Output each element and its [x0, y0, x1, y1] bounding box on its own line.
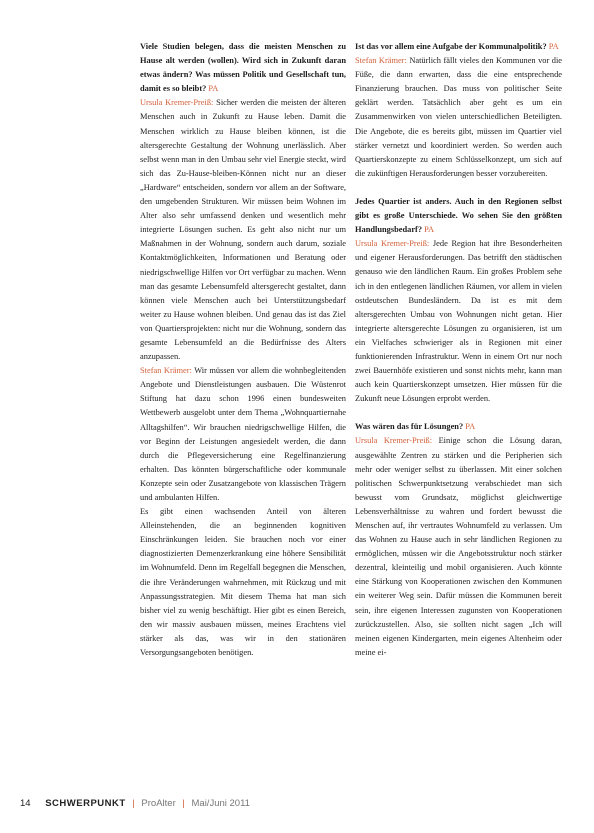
pa-marker: PA — [424, 225, 435, 235]
section-name: SCHWERPUNKT — [45, 798, 126, 809]
right-column — [355, 40, 562, 660]
question-4 — [355, 420, 562, 434]
answer-kraemer-2 — [355, 54, 562, 181]
answer-text: Es gibt einen wachsenden Anteil von älteren Alleinstehenden, die an beginnenden kognitiven Einschränkungen leiden. Sie brauchen noch vor einer diagnostizierten Demenzerkrankung eine höhere Sensibilität im Wohnumfeld. Denn im Regelfall begegnen die Menschen, die ihre Veränderungen wahrnehmen, mit Rückzug und mit Anpassungsstrategien. Mit diesem Thema hat man sich bisher viel zu wenig beschäftigt. Hier gibt es einen Bereich, den wir massiv ausbauen müssen, meines Erachtens viel stärker als das, was wir in den stationären Versorgungsangeboten benötigen. — [140, 507, 346, 658]
answer-text: Wir müssen vor allem die wohnbegleitenden Angebote und Dienstleistungen ausbauen. Die Wüstenrot Stiftung hat dazu schon 1996 einen bundesweiten Wettbewerb ausgelobt unter dem Thema „Wohnquartiernahe Alltagshilfen“. Wir brauchen niedrigschwellige Hilfen, die vor Beginn der Leistungen angesiedelt werden, die dann durch die Pflegeversicherung eine Regelfinanzierung erhalten. Das könnten bürgerschaftliche oder kommunale Konzepte sein oder Zusatzangebote von klassischen Trägern und ambulanten Hilfen. — [140, 366, 346, 502]
page-footer — [20, 798, 250, 809]
footer-separator: | — [132, 798, 135, 809]
question-text: Ist das vor allem eine Aufgabe der Kommunalpolitik? — [355, 42, 547, 51]
footer-separator: | — [182, 798, 185, 809]
paragraph-gap — [355, 406, 562, 420]
answer-text: Jede Region hat ihre Besonderheiten und eigener Herausforderungen. Das betrifft den städtischen genauso wie den ländlichen Raum. Ein großes Problem sehe ich in den entlegenen ländlichen Räumen, vor allem in vielen ostdeutschen Bundesländern. Da ist es mit dem altersgerechten Umbau von Wohnungen nicht getan. Hier integrierte altersgerechte Lösungen zu organisieren, ist um ein Vielfaches schwieriger als in Regionen mit einer funktionierenden Infrastruktur. Wenn in einem Ort nur noch zwei Bauernhöfe existieren und sonst nichts mehr, kann man auch kein Quartierskonzept umsetzen. Hier müssen für die Zukunft neue Lösungen erprobt werden. — [355, 239, 563, 404]
pa-marker: PA — [208, 84, 219, 94]
magazine-name: ProAlter — [141, 798, 176, 809]
answer-kremer-preiss-3 — [355, 434, 562, 660]
speaker-name: Ursula Kremer-Preiß: — [355, 436, 433, 446]
speaker-name: Stefan Krämer: — [140, 366, 192, 376]
answer-kremer-preiss-2 — [355, 237, 562, 406]
answer-kraemer-1-cont — [140, 505, 346, 660]
question-text: Jedes Quartier ist anders. Auch in den Regionen selbst gibt es große Unterschiede. Wo sehen Sie den größten Handlungsbedarf? — [355, 196, 562, 235]
question-2 — [355, 40, 562, 54]
answer-text: Sicher werden die meisten der älteren Menschen auch in Zukunft zu Hause leben. Damit die Menschen wirklich zu Hause bleiben können, ist die altersgerechte Gestaltung der Wohnung unerlässlich. Aber selbst wenn man in den Umbau sehr viel Energie steckt, wird sich das Zu-Hause-bleiben-Können nicht nur an dieser „Hardware“ entscheiden, sondern vor allem an der Software, den umgebenden Strukturen. Wir müssen beim Wohnen im Alter also sehr umfassend denken und wesentlich mehr integrierte Lösungen suchen. Es geht also nicht nur um Maßnahmen in der Wohnung, sondern auch darum, soziale Kontaktmöglichkeiten, Informationen und Beratung oder niedrigschwellige Hilfen vor Ort verfügbar zu machen. Wenn man das gesamte Lebensumfeld altersgerecht gestaltet, dann können viele Menschen auch bei Unterstützungsbedarf weiter zu Hause wohnen bleiben. Und genau das ist das Ziel von Quartiersprojekten: nicht nur die Wohnung, sondern das gesamte Lebensumfeld an die Bedürfnisse des Alters anzupassen. — [140, 98, 346, 362]
answer-kremer-preiss-1 — [140, 96, 346, 364]
left-column — [140, 40, 346, 660]
question-text: Viele Studien belegen, dass die meisten Menschen zu Hause alt werden (wollen). Wird sich in Zukunft daran etwas ändern? Was müssen Politik und Gesellschaft tun, damit es so bleibt? — [140, 42, 346, 94]
question-1 — [140, 40, 346, 96]
answer-kraemer-1 — [140, 364, 346, 505]
pa-marker: PA — [465, 422, 476, 432]
answer-text: Natürlich fällt vieles den Kommunen vor die Füße, die dann erwarten, dass die eine entsprechende Finanzierung brauchen. Das muss von politischer Seite geklärt werden. Tatsächlich aber geht es um ein Zusammenwirken von vielen unterschiedlichen Beteiligten. Die Angebote, die es bereits gibt, müssen im Quartier viel stärker vernetzt und koordiniert werden. So werden auch Quartierskonzepte zu einem Schlüsselkonzept, um sich auf die zukünftigen Herausforderungen besser vorzubereiten. — [355, 56, 562, 178]
speaker-name: Ursula Kremer-Preiß: — [355, 239, 430, 249]
question-text: Was wären das für Lösungen? — [355, 422, 464, 432]
paragraph-gap — [355, 181, 562, 195]
speaker-name: Ursula Kremer-Preiß: — [140, 98, 214, 108]
question-3 — [355, 195, 562, 237]
issue-date: Mai/Juni 2011 — [191, 798, 250, 809]
pa-marker: PA — [548, 42, 559, 51]
page-number: 14 — [20, 798, 31, 809]
speaker-name: Stefan Krämer: — [355, 56, 407, 66]
answer-text: Einige schon die Lösung daran, ausgewählte Zentren zu stärken und die Peripherien sich mehr oder weniger selbst zu überlassen. Mit einer solchen politischen Schwerpunktsetzung verabschiedet man sich bewusst vom Grundsatz, möglichst gleichwertige Lebensverhältnisse zu wahren und fordert bewusst die Menschen auf, ihr vertrautes Wohnumfeld zu verlassen. Um das Wohnen zu Hause auch in sehr ländlichen Regionen zu ermöglichen, müssen wir die Angebotsstruktur noch stärker dezentral, kleinteilig und mobil organisieren. Auch könnte eine Stärkung von Kooperationen zwischen den Kommunen ein weiterer Weg sein. Dafür müssen die Kommunen bereit sein, ihre eigenen Interessen zugunsten von Kooperationen zurückzustellen. Also, sie sollten nicht sagen „Ich will meinen eigenen Kindergarten, mein eigenes Altenheim oder meine ei- — [355, 436, 563, 657]
